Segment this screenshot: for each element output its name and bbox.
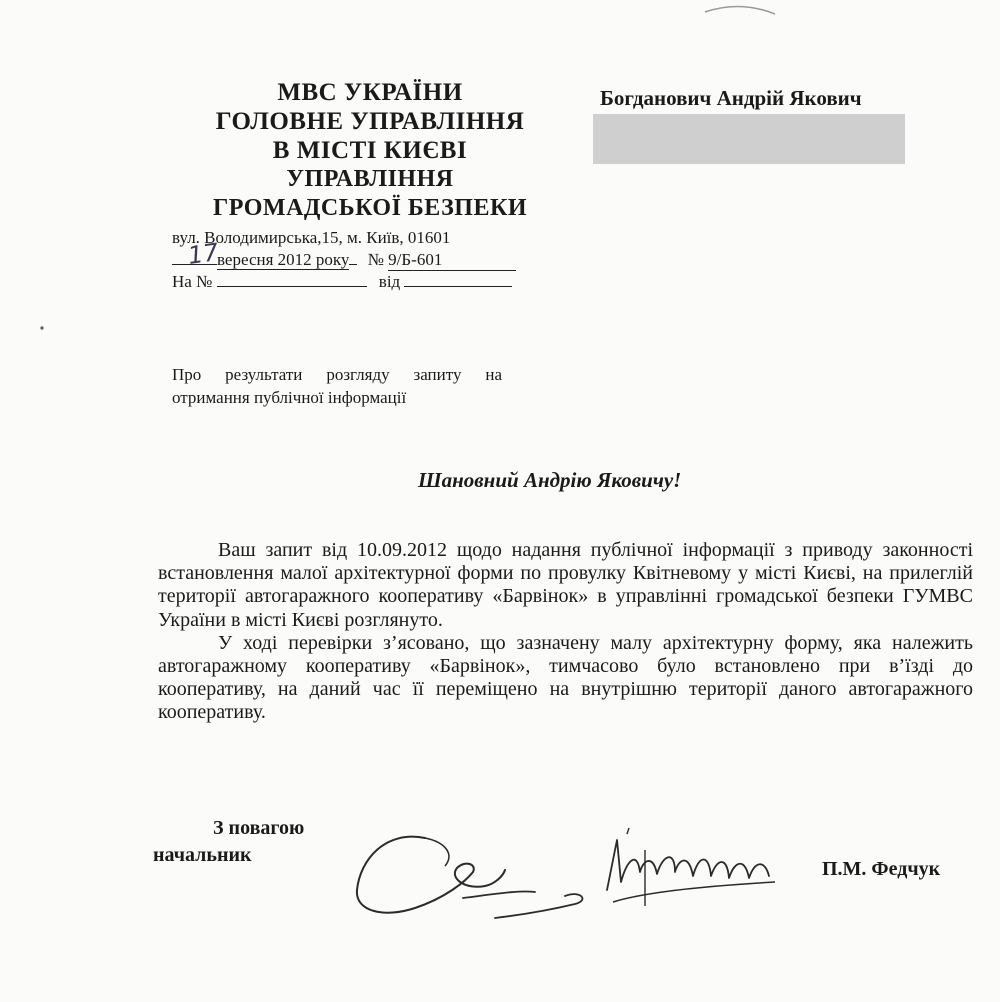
reference-from-label: від <box>378 272 401 291</box>
closing-regards: З повагою <box>213 817 305 839</box>
sender-address: вул. Володимирська,15, м. Київ, 01601 <box>172 228 451 247</box>
reference-row <box>172 270 512 292</box>
letterhead <box>160 78 580 223</box>
handwritten-date-day: 17 <box>186 238 221 270</box>
reference-label: На № <box>172 272 213 291</box>
salutation: Шановний Андрію Яковичу! <box>418 468 682 492</box>
redacted-address <box>593 114 905 164</box>
date-underline-tail <box>349 248 357 265</box>
letter-subject: Про результати розгляду запиту на отримання публічної інформації <box>172 365 502 407</box>
header-public-safety: ГРОМАДСЬКОЇ БЕЗПЕКИ <box>212 195 528 221</box>
header-main-department: ГОЛОВНЕ УПРАВЛІННЯ <box>215 108 525 135</box>
letter-date-row <box>172 248 516 271</box>
scan-artifact-left <box>38 322 50 334</box>
body-paragraph-1: Ваш запит від 10.09.2012 щодо надання публічної інформації з приводу законності встановлення малої архітектурної форми по провулку Квітневому у місті Києві, на прилеглій території автогаражного кооперативу «Барвінок» в управлінні громадської безпеки ГУМВС України в місті Києві розглянуто. <box>158 539 973 631</box>
letter-body <box>158 539 973 725</box>
header-department: УПРАВЛІННЯ <box>286 166 454 192</box>
letter-number: 9/Б-601 <box>388 250 516 271</box>
reference-number-blank <box>217 270 367 287</box>
header-city: В МІСТІ КИЄВІ <box>272 137 468 164</box>
signatory-position: начальник <box>153 844 252 866</box>
recipient-name: Богданович Андрій Якович <box>600 86 862 110</box>
date-day-underline <box>172 248 217 265</box>
letter-number-label: № <box>367 250 384 269</box>
body-paragraph-2: У ході перевірки з’ясовано, що зазначену малу архітектурну форму, яка належить автогаражному кооперативу «Барвінок», тимчасово було встановлено при в’їзді до кооперативу, на даний час її переміщено на внутрішню території даного автогаражного кооперативу. <box>158 631 973 724</box>
header-ministry: МВС УКРАЇНИ <box>277 79 463 106</box>
letter-date: вересня 2012 року <box>217 250 350 269</box>
scan-artifact-top <box>700 0 780 20</box>
signatory-name: П.М. Федчук <box>822 858 941 880</box>
handwritten-signature <box>345 820 795 940</box>
reference-date-blank <box>404 270 512 287</box>
